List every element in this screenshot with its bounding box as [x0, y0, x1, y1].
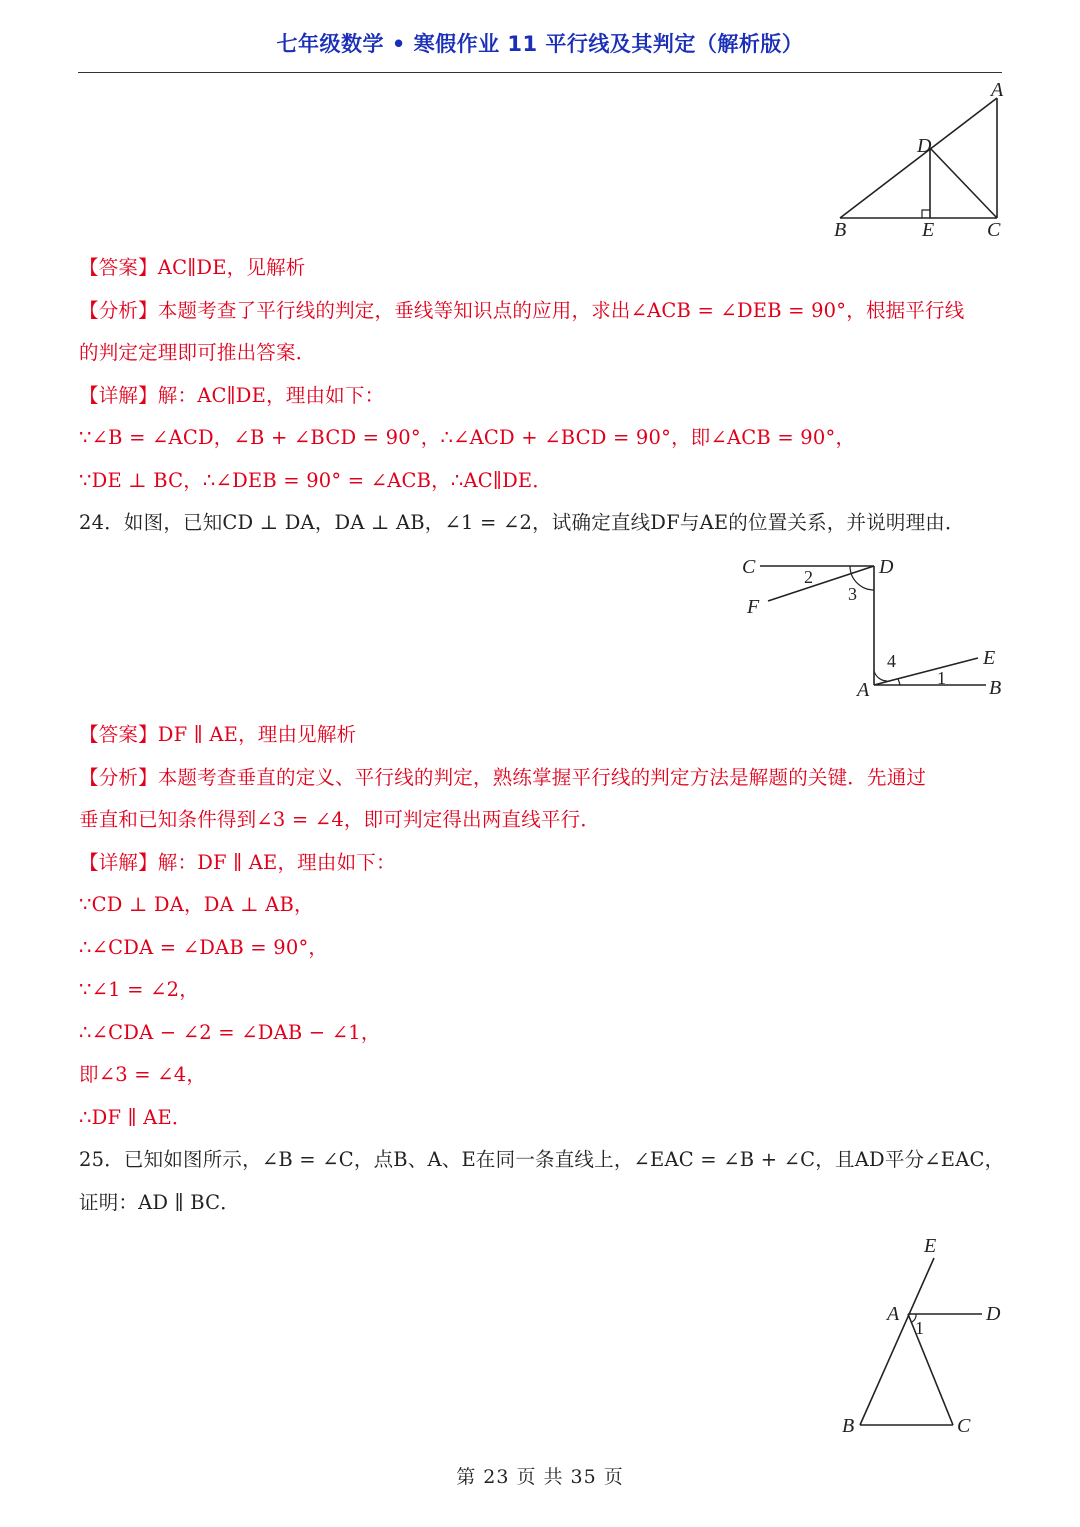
p24-question: 24．如图，已知CD ⊥ DA，DA ⊥ AB，∠1 = ∠2，试确定直线DF与AE的位置关系，并说明理由．	[79, 511, 965, 534]
fig24-angle-arc-A	[874, 671, 887, 681]
p24-analysis-line2: 垂直和已知条件得到∠3 = ∠4，即可判定得出两直线平行．	[79, 808, 601, 831]
p24-detail-line1: 【详解】解：DF ∥ AE，理由如下：	[79, 851, 396, 874]
fig24-label-E: E	[983, 647, 996, 669]
figure-25-triangle	[836, 1230, 1011, 1440]
p23-analysis-line2: 的判定定理即可推出答案．	[79, 341, 316, 364]
page-header-title: 七年级数学 • 寒假作业 11 平行线及其判定（解析版）	[276, 32, 804, 56]
fig25-label-A: A	[887, 1303, 900, 1325]
fig24-angle-arc-1	[898, 679, 900, 685]
p24-detail-line5: ∴∠CDA − ∠2 = ∠DAB − ∠1，	[79, 1021, 381, 1044]
fig25-label-B: B	[842, 1415, 855, 1437]
fig25-label-D: D	[986, 1303, 1001, 1325]
fig24-angle-2: 2	[804, 567, 813, 587]
fig24-angle-3: 3	[848, 584, 857, 604]
p24-detail-line6: 即∠3 = ∠4，	[79, 1063, 207, 1086]
p24-analysis-line1: 【分析】本题考查垂直的定义、平行线的判定，熟练掌握平行线的判定方法是解题的关键．先通过	[79, 766, 927, 789]
fig25-label-E: E	[924, 1235, 937, 1257]
fig24-label-F: F	[747, 596, 760, 618]
p25-question-line1: 25．已知如图所示，∠B = ∠C，点B、A、E在同一条直线上，∠EAC = ∠B + ∠C，且AD平分∠EAC，	[79, 1148, 1005, 1171]
fig23-line-BA	[840, 98, 997, 218]
p23-detail-line2: ∵∠B = ∠ACD，∠B + ∠BCD = 90°，∴∠ACD + ∠BCD = 90°，即∠ACB = 90°，	[79, 426, 856, 449]
page-footer: 第 23 页 共 35 页	[456, 1466, 624, 1488]
fig23-label-D: D	[917, 135, 932, 157]
fig25-label-C: C	[957, 1415, 971, 1437]
p23-answer: 【答案】AC∥DE，见解析	[79, 256, 306, 279]
fig24-angle-4: 4	[887, 651, 896, 671]
p23-analysis-line1: 【分析】本题考查了平行线的判定，垂线等知识点的应用，求出∠ACB = ∠DEB = 90°，根据平行线	[79, 299, 965, 322]
p24-detail-line2: ∵CD ⊥ DA，DA ⊥ AB，	[79, 893, 314, 916]
fig24-label-D: D	[879, 556, 894, 578]
fig23-label-E: E	[922, 219, 935, 241]
fig25-angle-1: 1	[915, 1318, 924, 1338]
p23-detail-line3: ∵DE ⊥ BC，∴∠DEB = 90° = ∠ACB，∴AC∥DE．	[79, 469, 553, 492]
fig23-right-angle-mark	[922, 210, 930, 218]
p24-detail-line4: ∵∠1 = ∠2，	[79, 978, 199, 1001]
fig23-label-B: B	[834, 219, 847, 241]
fig24-label-A: A	[857, 679, 870, 701]
figure-24-perpendiculars	[736, 553, 1011, 703]
p23-detail-line1: 【详解】解：AC∥DE，理由如下：	[79, 384, 385, 407]
fig23-label-C: C	[987, 219, 1001, 241]
fig24-angle-1: 1	[937, 668, 946, 688]
fig24-label-C: C	[742, 556, 756, 578]
p24-detail-line7: ∴DF ∥ AE．	[79, 1106, 192, 1129]
p24-answer: 【答案】DF ∥ AE，理由见解析	[79, 723, 357, 746]
fig24-label-B: B	[989, 677, 1002, 699]
header-divider	[78, 72, 1002, 73]
fig25-line-BE	[860, 1258, 934, 1425]
fig23-label-A: A	[991, 79, 1004, 101]
figure-23-triangle	[830, 80, 1010, 245]
p25-question-line2: 证明：AD ∥ BC．	[79, 1191, 240, 1214]
fig23-line-DC	[930, 148, 997, 218]
p24-detail-line3: ∴∠CDA = ∠DAB = 90°，	[79, 936, 329, 959]
